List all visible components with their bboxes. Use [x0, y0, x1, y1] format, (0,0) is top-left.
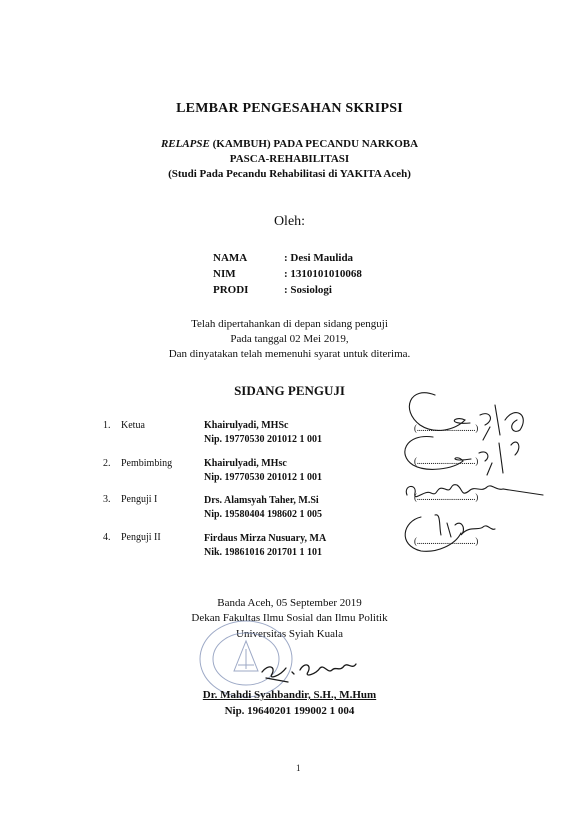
thesis-title-rest: (KAMBUH) PADA PECANDU NARKOBA — [209, 138, 419, 150]
committee-heading: SIDANG PENGUJI — [234, 383, 345, 398]
committee-num: 1. — [103, 420, 111, 431]
dean-signature — [258, 652, 358, 686]
document-title: LEMBAR PENGESAHAN SKRIPSI — [176, 101, 403, 116]
committee-num: 2. — [103, 458, 111, 469]
member-nip: Nip. 19770530 201012 1 001 — [204, 472, 323, 483]
name-label: NAMA — [213, 252, 248, 264]
signature-line: (..............................) — [414, 456, 478, 466]
thesis-title-line2: PASCA-REHABILITASI — [229, 153, 350, 165]
nim-value: : 1310101010068 — [284, 268, 362, 280]
member-name: Khairulyadi, MHSc — [204, 420, 289, 431]
nim-label: NIM — [213, 268, 236, 280]
defense-line-2: Pada tanggal 02 Mei 2019, — [230, 333, 349, 345]
thesis-title-line1 — [0, 138, 579, 150]
member-nip: Nip. 19580404 198602 1 005 — [204, 509, 323, 520]
committee-member — [204, 494, 322, 522]
place-date: Banda Aceh, 05 September 2019 — [217, 597, 362, 609]
committee-signatures — [395, 385, 545, 560]
prodi-value: : Sosiologi — [284, 284, 332, 296]
dean-title: Dekan Fakultas Ilmu Sosial dan Ilmu Politik — [191, 612, 388, 624]
committee-role: Pembimbing — [121, 458, 173, 469]
signature-line: (..............................) — [414, 536, 478, 546]
committee-member — [204, 419, 322, 447]
committee-member — [204, 457, 322, 485]
by-label: Oleh: — [273, 214, 306, 229]
committee-num: 3. — [103, 494, 111, 505]
member-name: Firdaus Mirza Nusuary, MA — [204, 533, 327, 544]
defense-line-1: Telah dipertahankan di depan sidang penguji — [191, 318, 388, 330]
member-name: Khairulyadi, MHsc — [204, 458, 287, 469]
university-name: Universitas Syiah Kuala — [236, 628, 343, 640]
prodi-label: PRODI — [213, 284, 249, 296]
dean-nip: Nip. 19640201 199002 1 004 — [224, 705, 355, 717]
member-nip: Nip. 19770530 201012 1 001 — [204, 434, 323, 445]
dean-name: Dr. Mahdi Syahbandir, S.H., M.Hum — [202, 689, 377, 701]
signature-line: (..............................) — [414, 492, 478, 502]
student-nim-row — [213, 268, 362, 280]
member-nip: Nik. 19861016 201701 1 101 — [204, 547, 323, 558]
committee-role: Penguji II — [121, 532, 161, 543]
committee-role: Penguji I — [121, 494, 158, 505]
thesis-title-italic: RELAPSE — [160, 138, 210, 150]
committee-role: Ketua — [121, 420, 145, 431]
committee-member — [204, 532, 326, 560]
page-number: 1 — [296, 763, 301, 773]
thesis-subtitle: (Studi Pada Pecandu Rehabilitasi di YAKITA Aceh) — [168, 168, 411, 180]
signature-line: (..............................) — [414, 423, 478, 433]
member-name: Drs. Alamsyah Taher, M.Si — [204, 495, 319, 506]
student-name-row — [213, 252, 353, 264]
student-prodi-row — [213, 284, 332, 296]
name-value: : Desi Maulida — [284, 252, 354, 264]
defense-line-3: Dan dinyatakan telah memenuhi syarat untuk diterima. — [168, 348, 411, 360]
committee-num: 4. — [103, 532, 111, 543]
